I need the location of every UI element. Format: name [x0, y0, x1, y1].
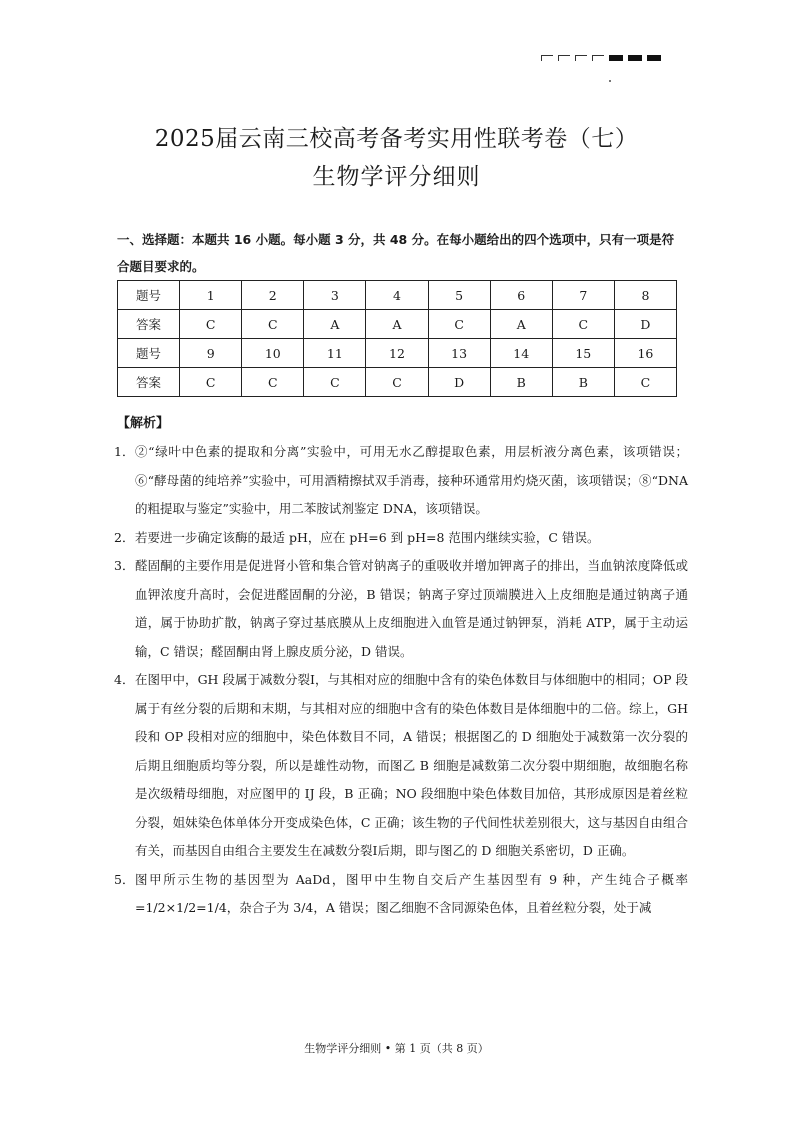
answer-cell: D: [428, 368, 490, 397]
section-heading: 一、选择题：本题共 16 小题。每小题 3 分，共 48 分。在每小题给出的四个选项中，只有一项是符合题目要求的。: [117, 232, 675, 274]
answer-table: [117, 280, 677, 397]
answer-cell: 16: [614, 339, 676, 368]
table-row: [118, 310, 677, 339]
row-header-cell: 答案: [118, 368, 180, 397]
answer-cell: 5: [428, 281, 490, 310]
scan-dot: [609, 80, 611, 82]
answer-cell: B: [552, 368, 614, 397]
answer-cell: 11: [304, 339, 366, 368]
list-item: [114, 524, 688, 553]
answer-cell: C: [552, 310, 614, 339]
answer-cell: 2: [242, 281, 304, 310]
answer-cell: A: [366, 310, 428, 339]
answer-cell: 4: [366, 281, 428, 310]
list-item: [114, 866, 688, 923]
list-item: [114, 666, 688, 866]
answer-cell: 7: [552, 281, 614, 310]
row-header-cell: 题号: [118, 339, 180, 368]
table-row: [118, 339, 677, 368]
solid-mark: [647, 55, 661, 61]
registration-marks: [541, 55, 661, 61]
list-item: [114, 552, 688, 666]
answer-cell: C: [614, 368, 676, 397]
table-row: [118, 281, 677, 310]
corner-mark: [541, 55, 553, 61]
answer-cell: A: [490, 310, 552, 339]
answer-cell: 3: [304, 281, 366, 310]
answer-cell: C: [366, 368, 428, 397]
document-subtitle: 生物学评分细则: [312, 164, 481, 190]
answer-cell: C: [180, 310, 242, 339]
answer-cell: 14: [490, 339, 552, 368]
answer-cell: C: [180, 368, 242, 397]
corner-mark: [592, 55, 604, 61]
answer-cell: D: [614, 310, 676, 339]
table-row: [118, 368, 677, 397]
answer-cell: 1: [180, 281, 242, 310]
answer-cell: 13: [428, 339, 490, 368]
row-header-cell: 答案: [118, 310, 180, 339]
item-text: 若要进一步确定该酶的最适 pH，应在 pH=6 到 pH=8 范围内继续实验，C 错误。: [135, 529, 600, 545]
item-text: 醛固酮的主要作用是促进肾小管和集合管对钠离子的重吸收并增加钾离子的排出，当血钠浓度降低或血钾浓度升高时，会促进醛固酮的分泌，B 错误；钠离子穿过顶端膜进入上皮细胞是通过钠离子通道，属于协助扩散，钠离子穿过基底膜从上皮细胞进入血管是通过钠钾泵，消耗 ATP，属于主动运输，C 错误；醛固酮由肾上腺皮质分泌，D 错误。: [135, 558, 688, 659]
analysis-list: [114, 438, 688, 923]
item-number: 4．: [114, 672, 135, 687]
answer-cell: C: [428, 310, 490, 339]
analysis-heading: 【解析】: [117, 416, 170, 431]
answer-cell: 9: [180, 339, 242, 368]
item-number: 1．: [114, 444, 135, 459]
answer-cell: 8: [614, 281, 676, 310]
answer-cell: A: [304, 310, 366, 339]
document-title: 2025届云南三校高考备考实用性联考卷（七）: [154, 126, 639, 152]
item-text: 图甲所示生物的基因型为 AaDd，图甲中生物自交后产生基因型有 9 种，产生纯合子概率=1/2×1/2=1/4，杂合子为 3/4，A 错误；图乙细胞不含同源染色体，且着丝粒分裂，处于减: [135, 871, 688, 915]
item-text: 在图甲中，GH 段属于减数分裂Ⅰ，与其相对应的细胞中含有的染色体数目与体细胞中的相同；OP 段属于有丝分裂的后期和末期，与其相对应的细胞中含有的染色体数目是体细胞中的二倍。综上，GH 段和 OP 段相对应的细胞中，染色体数目不同，A 错误；根据图乙的 D 细胞处于减数第一次分裂的后期且细胞质均等分裂，所以是雄性动物，而图乙 B 细胞是减数第二次分裂中期细胞，故细胞名称是次级精母细胞，对应图甲的 IJ 段，B 正确；NO 段细胞中染色体数目加倍，其形成原因是着丝粒分裂，姐妹染色体单体分开变成染色体，C 正确；该生物的子代间性状差别很大，这与基因自由组合有关，而基因自由组合主要发生在减数分裂Ⅰ后期，即与图乙的 D 细胞关系密切，D 正确。: [135, 672, 688, 858]
item-text: ②“绿叶中色素的提取和分离”实验中，可用无水乙醇提取色素，用层析液分离色素，该项错误；⑥“酵母菌的纯培养”实验中，可用酒精擦拭双手消毒，接种环通常用灼烧灭菌，该项错误；⑧“DNA 的粗提取与鉴定”实验中，用二苯胺试剂鉴定 DNA，该项错误。: [135, 444, 688, 516]
solid-mark: [609, 55, 623, 61]
answer-cell: C: [304, 368, 366, 397]
answer-cell: C: [242, 368, 304, 397]
answer-cell: B: [490, 368, 552, 397]
item-number: 2．: [114, 529, 135, 545]
corner-mark: [558, 55, 570, 61]
answer-cell: 15: [552, 339, 614, 368]
item-number: 3．: [114, 558, 135, 573]
row-header-cell: 题号: [118, 281, 180, 310]
page-footer: 生物学评分细则 • 第 1 页（共 8 页）: [304, 1042, 489, 1055]
answer-cell: 10: [242, 339, 304, 368]
item-number: 5．: [114, 871, 135, 887]
answer-cell: 12: [366, 339, 428, 368]
answer-cell: C: [242, 310, 304, 339]
solid-mark: [628, 55, 642, 61]
list-item: [114, 438, 688, 524]
corner-mark: [575, 55, 587, 61]
answer-cell: 6: [490, 281, 552, 310]
